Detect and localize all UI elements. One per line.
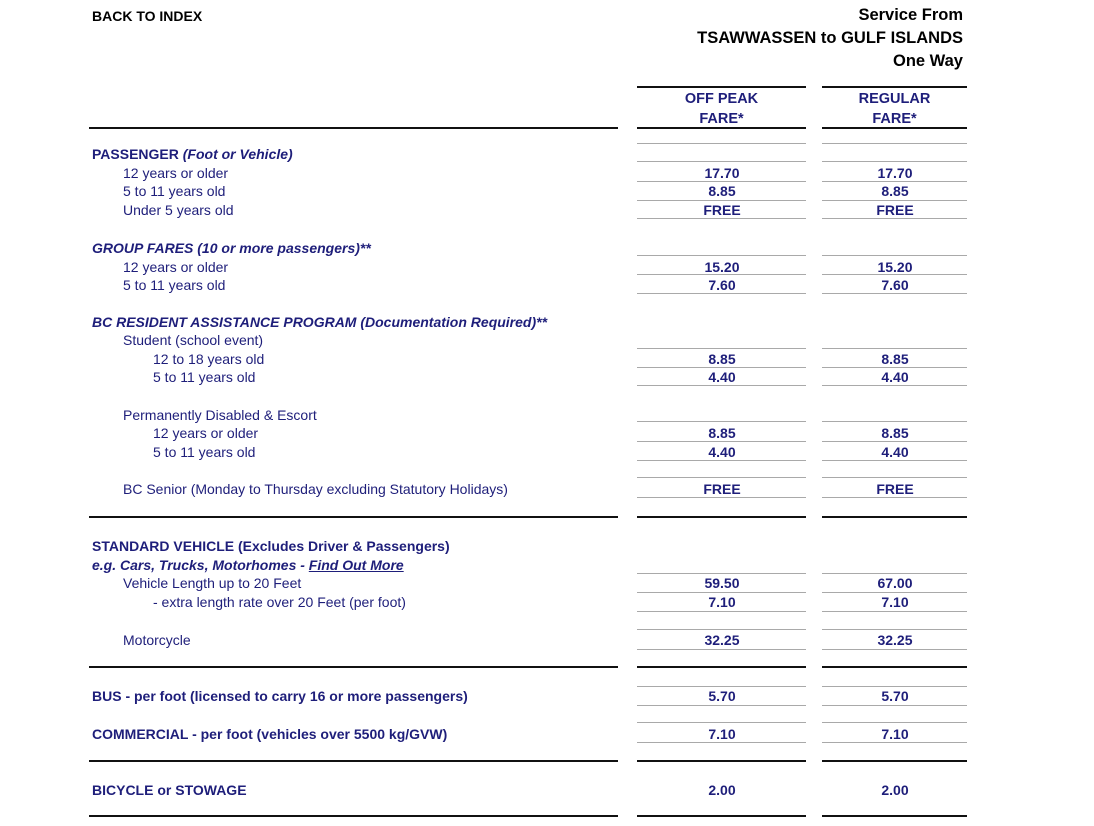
grid-rule	[637, 367, 806, 368]
group-regular-fare: 15.20	[877, 259, 913, 275]
grid-rule	[637, 441, 806, 442]
bus-regular-fare: 5.70	[881, 688, 909, 704]
grid-rule	[822, 218, 967, 219]
grid-rule	[822, 348, 967, 349]
regular-header-top-rule	[822, 86, 967, 88]
grid-rule	[822, 611, 967, 612]
regular-header-line2: FARE*	[872, 111, 917, 127]
grid-rule	[822, 477, 967, 478]
section-divider	[822, 760, 967, 762]
bc-senior-regular-fare: FREE	[876, 481, 914, 497]
passenger-row-label: 12 years or older	[123, 165, 229, 181]
grid-rule	[822, 293, 967, 294]
student-regular-fare: 4.40	[881, 369, 909, 385]
group-offpeak-fare: 7.60	[708, 277, 736, 293]
grid-rule	[822, 161, 967, 162]
offpeak-header-line1: OFF PEAK	[684, 91, 759, 107]
page-title-route: TSAWWASSEN to GULF ISLANDS	[697, 29, 963, 47]
table-bottom-rule	[822, 815, 967, 817]
commercial-label: COMMERCIAL - per foot (vehicles over 5500 kg/GVW)	[92, 726, 448, 742]
section-divider	[637, 666, 806, 668]
disabled-regular-fare: 4.40	[881, 444, 909, 460]
grid-rule	[637, 573, 806, 574]
vehicle-offpeak-fare: 59.50	[704, 575, 740, 591]
label-column-header-rule	[89, 127, 618, 129]
passenger-regular-fare: FREE	[876, 202, 914, 218]
grid-rule	[637, 705, 806, 706]
vehicle-examples-text: e.g. Cars, Trucks, Motorhomes -	[92, 557, 309, 573]
offpeak-header-line2: FARE*	[699, 111, 744, 127]
grid-rule	[637, 611, 806, 612]
grid-rule	[637, 385, 806, 386]
page-title-one-way: One Way	[893, 52, 963, 70]
standard-vehicle-heading: STANDARD VEHICLE (Excludes Driver & Passengers)	[92, 538, 450, 554]
grid-rule	[822, 441, 967, 442]
passenger-offpeak-fare: 8.85	[708, 183, 736, 199]
student-subheading: Student (school event)	[123, 332, 264, 348]
grid-rule	[637, 742, 806, 743]
grid-rule	[637, 649, 806, 650]
passenger-heading-bold: PASSENGER	[92, 146, 179, 162]
grid-rule	[637, 497, 806, 498]
passenger-row-label: 5 to 11 years old	[123, 183, 226, 199]
group-offpeak-fare: 15.20	[704, 259, 740, 275]
student-offpeak-fare: 8.85	[708, 351, 736, 367]
vehicle-regular-fare: 67.00	[877, 575, 913, 591]
grid-rule	[822, 421, 967, 422]
passenger-offpeak-fare: 17.70	[704, 165, 740, 181]
disabled-regular-fare: 8.85	[881, 425, 909, 441]
grid-rule	[822, 686, 967, 687]
disabled-escort-subheading: Permanently Disabled & Escort	[123, 407, 317, 423]
grid-rule	[822, 460, 967, 461]
passenger-regular-fare: 17.70	[877, 165, 913, 181]
section-divider	[89, 760, 618, 762]
disabled-row-label: 12 years or older	[153, 425, 259, 441]
motorcycle-offpeak-fare: 32.25	[704, 632, 740, 648]
grid-rule	[822, 592, 967, 593]
grid-rule	[637, 686, 806, 687]
bus-offpeak-fare: 5.70	[708, 688, 736, 704]
grid-rule	[637, 143, 806, 144]
section-divider	[637, 760, 806, 762]
grid-rule	[637, 460, 806, 461]
bicycle-offpeak-fare: 2.00	[708, 782, 736, 798]
grid-rule	[822, 367, 967, 368]
group-regular-fare: 7.60	[881, 277, 909, 293]
grid-rule	[822, 143, 967, 144]
grid-rule	[822, 497, 967, 498]
bus-label: BUS - per foot (licensed to carry 16 or more passengers)	[92, 688, 468, 704]
grid-rule	[822, 705, 967, 706]
section-divider	[637, 516, 806, 518]
grid-rule	[637, 293, 806, 294]
vehicle-regular-fare: 7.10	[881, 594, 909, 610]
grid-rule	[637, 629, 806, 630]
grid-rule	[637, 161, 806, 162]
find-out-more-link[interactable]: Find Out More	[308, 557, 404, 573]
table-bottom-rule	[89, 815, 618, 817]
grid-rule	[637, 181, 806, 182]
back-to-index-link[interactable]: BACK TO INDEX	[92, 8, 203, 24]
passenger-offpeak-fare: FREE	[703, 202, 741, 218]
regular-fare-column-header	[822, 89, 967, 129]
disabled-row-label: 5 to 11 years old	[153, 444, 256, 460]
bicycle-stowage-label: BICYCLE or STOWAGE	[92, 782, 247, 798]
group-row-label: 12 years or older	[123, 259, 229, 275]
disabled-offpeak-fare: 4.40	[708, 444, 736, 460]
student-offpeak-fare: 4.40	[708, 369, 736, 385]
bc-senior-offpeak-fare: FREE	[703, 481, 741, 497]
bc-senior-label: BC Senior (Monday to Thursday excluding Statutory Holidays)	[123, 481, 508, 497]
grid-rule	[822, 181, 967, 182]
offpeak-header-bottom-rule	[637, 127, 806, 129]
bicycle-regular-fare: 2.00	[881, 782, 909, 798]
grid-rule	[637, 421, 806, 422]
grid-rule	[822, 385, 967, 386]
grid-rule	[822, 573, 967, 574]
passenger-row-label: Under 5 years old	[123, 202, 234, 218]
offpeak-fare-column-header	[637, 89, 806, 129]
grid-rule	[637, 218, 806, 219]
grid-rule	[637, 722, 806, 723]
grid-rule	[637, 255, 806, 256]
grid-rule	[637, 200, 806, 201]
group-row-label: 5 to 11 years old	[123, 277, 226, 293]
vehicle-offpeak-fare: 7.10	[708, 594, 736, 610]
motorcycle-label: Motorcycle	[123, 632, 191, 648]
bc-resident-assistance-heading: BC RESIDENT ASSISTANCE PROGRAM (Documentation Required)**	[92, 314, 548, 330]
page-title-service-from: Service From	[858, 6, 963, 24]
passenger-section-heading	[92, 146, 293, 162]
student-row-label: 12 to 18 years old	[153, 351, 265, 367]
passenger-heading-italic: (Foot or Vehicle)	[178, 146, 293, 162]
vehicle-row-label: - extra length rate over 20 Feet (per foot)	[153, 594, 406, 610]
vehicle-row-label: Vehicle Length up to 20 Feet	[123, 575, 302, 591]
commercial-offpeak-fare: 7.10	[708, 726, 736, 742]
grid-rule	[637, 348, 806, 349]
motorcycle-regular-fare: 32.25	[877, 632, 913, 648]
offpeak-header-top-rule	[637, 86, 806, 88]
grid-rule	[822, 200, 967, 201]
student-regular-fare: 8.85	[881, 351, 909, 367]
grid-rule	[822, 629, 967, 630]
regular-header-line1: REGULAR	[858, 91, 931, 107]
regular-header-bottom-rule	[822, 127, 967, 129]
disabled-offpeak-fare: 8.85	[708, 425, 736, 441]
vehicle-examples-line	[92, 557, 404, 573]
passenger-regular-fare: 8.85	[881, 183, 909, 199]
section-divider	[89, 666, 618, 668]
group-fares-section-heading: GROUP FARES (10 or more passengers)**	[92, 240, 371, 256]
table-bottom-rule	[637, 815, 806, 817]
grid-rule	[822, 742, 967, 743]
grid-rule	[637, 592, 806, 593]
grid-rule	[822, 649, 967, 650]
section-divider	[89, 516, 618, 518]
grid-rule	[822, 255, 967, 256]
section-divider	[822, 516, 967, 518]
commercial-regular-fare: 7.10	[881, 726, 909, 742]
student-row-label: 5 to 11 years old	[153, 369, 256, 385]
grid-rule	[637, 477, 806, 478]
section-divider	[822, 666, 967, 668]
grid-rule	[822, 722, 967, 723]
